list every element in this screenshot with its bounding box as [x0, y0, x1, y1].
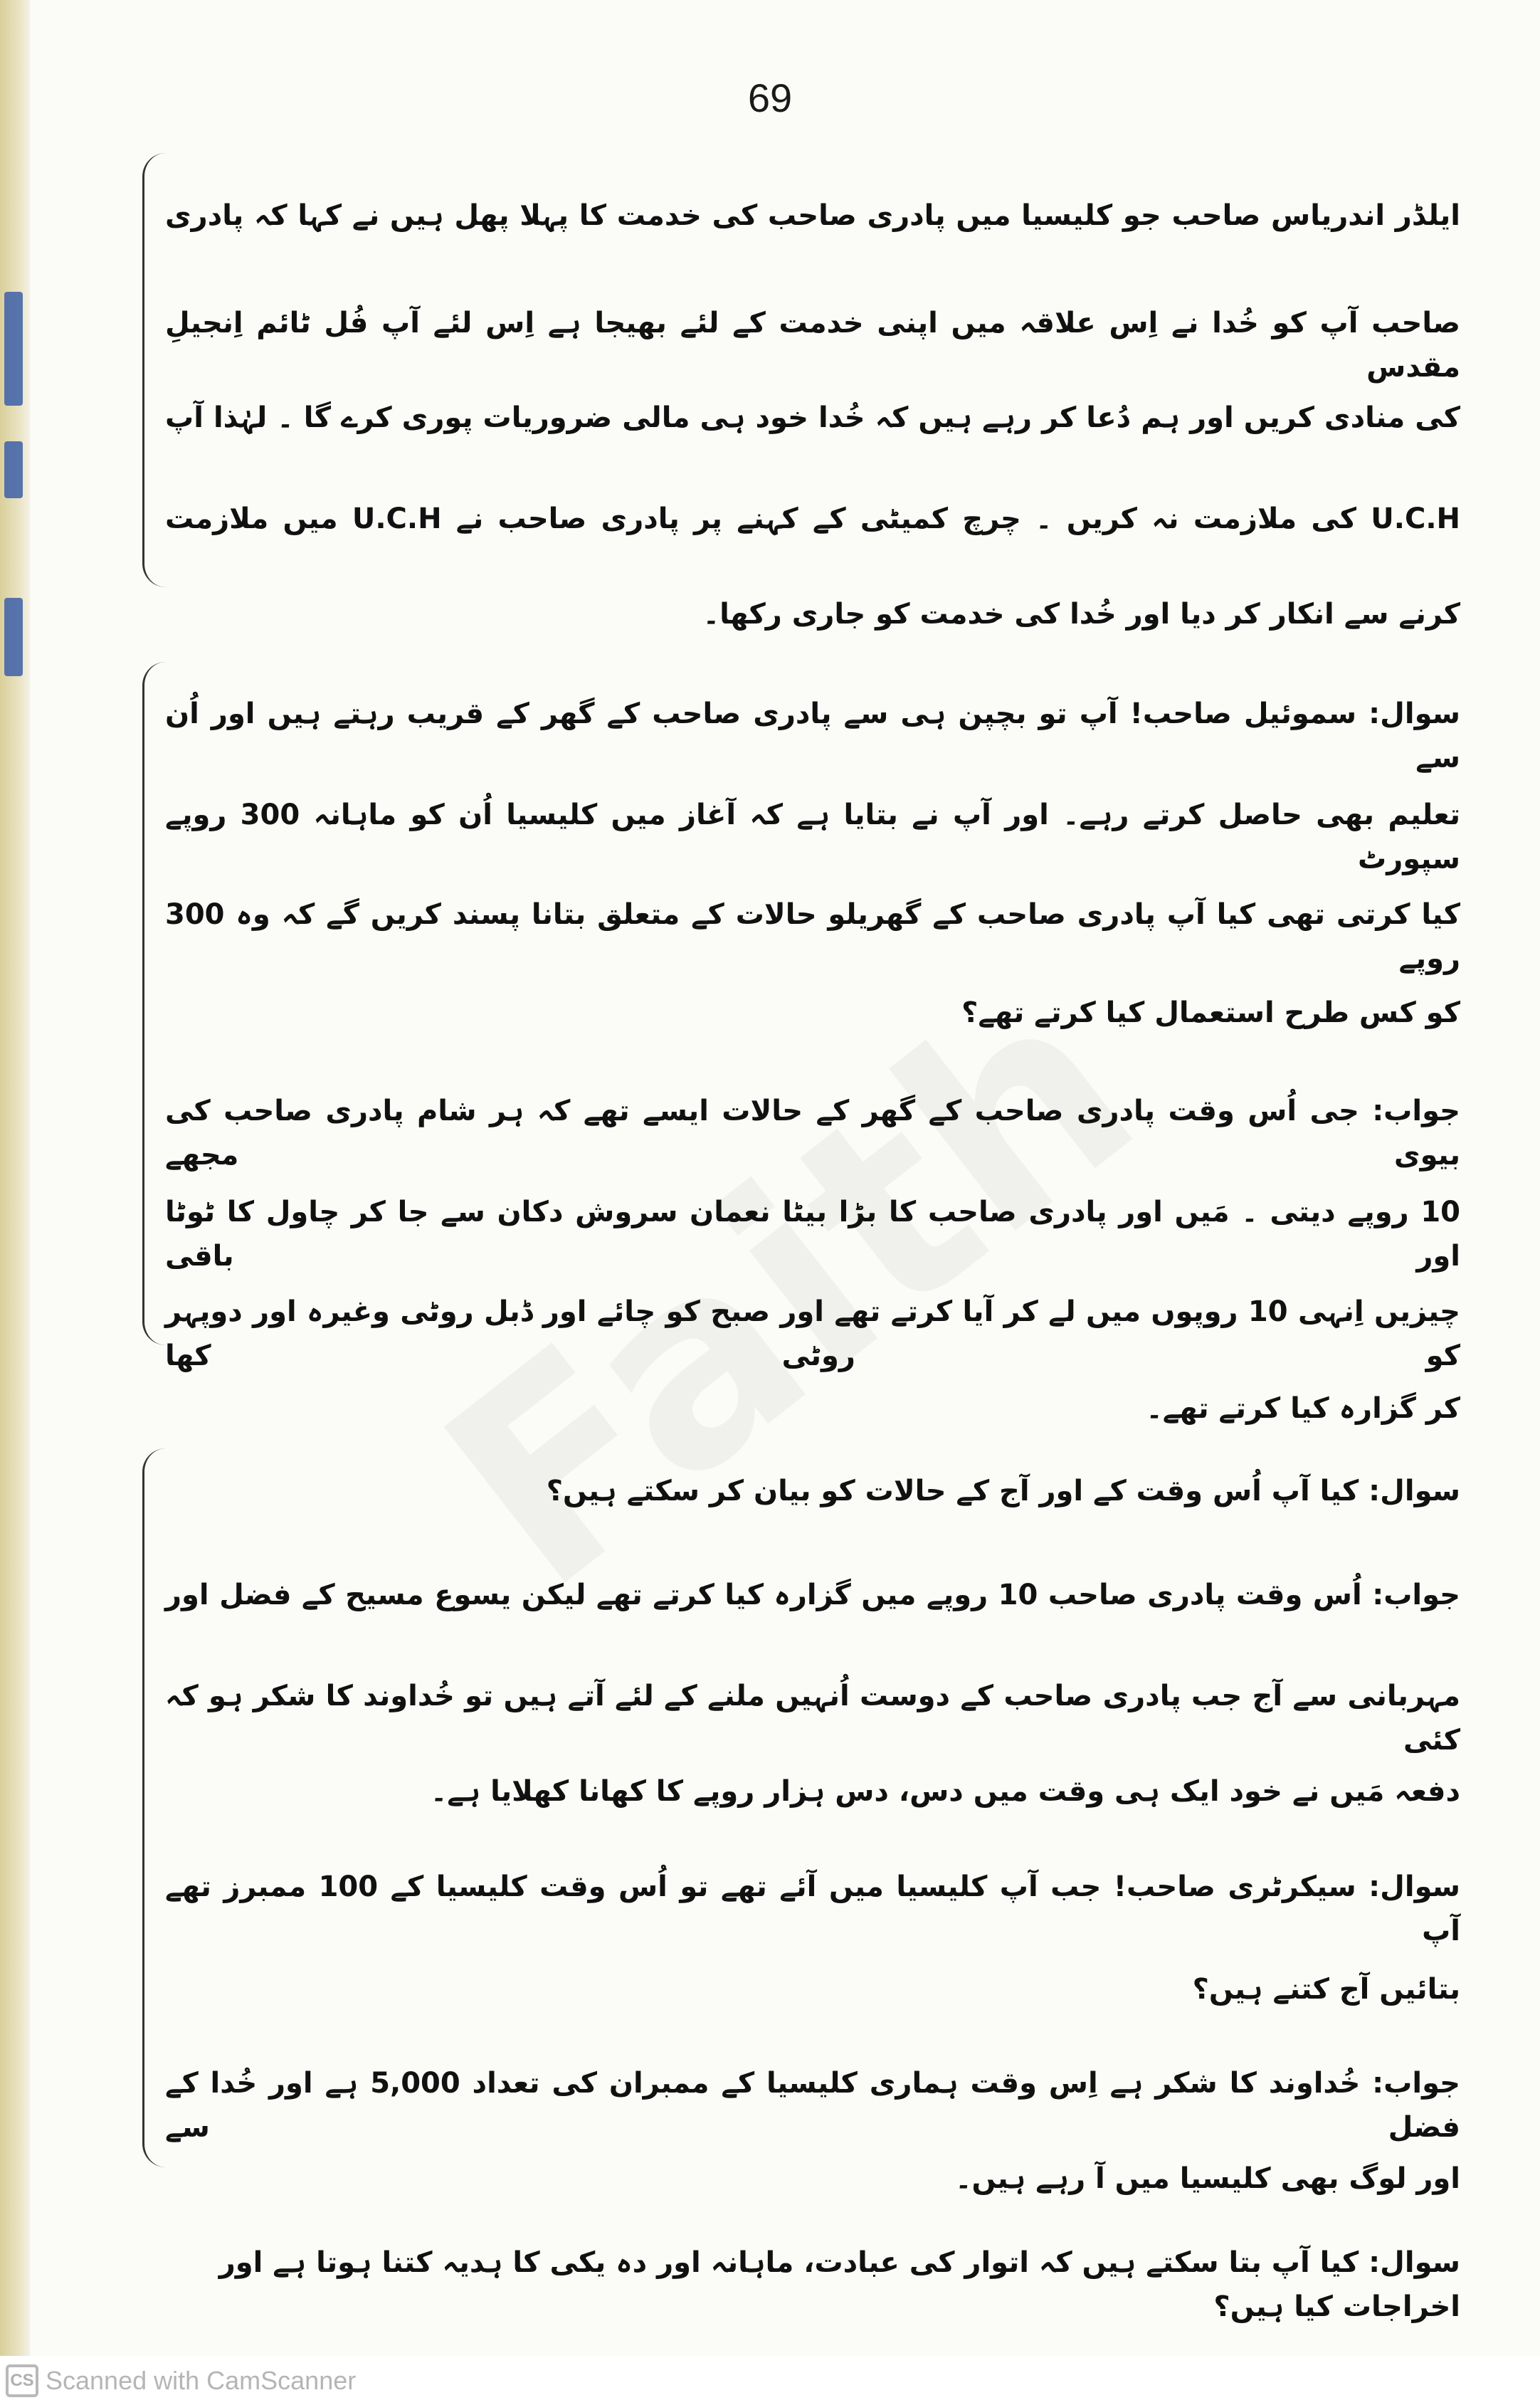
book-spine: [0, 0, 30, 2356]
text-line: صاحب آپ کو خُدا نے اِس علاقہ میں اپنی خدمت کے لئے بھیجا ہے اِس لئے آپ فُل ٹائم اِنجیلِ مقدس: [165, 307, 1460, 384]
answer: جواب: خُداوند کا شکر ہے اِس وقت ہماری کلیسیا کے ممبران کی تعداد 5,000 ہے اور خُدا کے فضل سے: [165, 2067, 1460, 2144]
text-line: بتائیں آج کتنے ہیں؟: [1192, 1973, 1460, 2006]
text-line: کی منادی کریں اور ہم دُعا کر رہے ہیں کہ خُدا خود ہی مالی ضروریات پوری کرے گا ۔ لہٰذا آپ: [165, 401, 1460, 434]
margin-bracket: [142, 153, 166, 587]
text-line: تعلیم بھی حاصل کرتے رہے۔ اور آپ نے بتایا ہے کہ آغاز میں کلیسیا اُن کو ماہانہ 300 روپے سپورٹ: [165, 799, 1460, 875]
text-line: ایلڈر اندریاس صاحب جو کلیسیا میں پادری صاحب کی خدمت کا پہلا پھل ہیں نے کہا کہ پادری: [165, 199, 1460, 232]
text-line: مہربانی سے آج جب پادری صاحب کے دوست اُنہیں ملنے کے لئے آتے ہیں تو خُداوند کا شکر ہو کہ کئی: [165, 1680, 1460, 1757]
text-line: U.C.H کی ملازمت نہ کریں ۔ چرچ کمیٹی کے کہنے پر پادری صاحب نے U.C.H میں ملازمت: [165, 502, 1460, 535]
camscanner-logo-icon: CS: [6, 2364, 38, 2397]
margin-bracket: [142, 662, 166, 1345]
text-line: کرنے سے انکار کر دیا اور خُدا کی خدمت کو جاری رکھا۔: [702, 598, 1460, 631]
spine-mark: [4, 598, 23, 676]
answer: جواب: اُس وقت پادری صاحب 10 روپے میں گزارہ کیا کرتے تھے لیکن یسوع مسیح کے فضل اور: [165, 1579, 1461, 1611]
scanner-footer: [0, 2356, 1540, 2405]
question: سوال: سیکرٹری صاحب! جب آپ کلیسیا میں آئے تھے تو اُس وقت کلیسیا کے 100 ممبرز تھے آپ: [165, 1870, 1460, 1947]
page-number: 69: [747, 75, 793, 120]
margin-bracket: [142, 1448, 166, 2167]
scanner-credit: Scanned with CamScanner: [46, 2365, 357, 2395]
spine-mark: [4, 441, 23, 498]
text-line: کیا کرتی تھی کیا آپ پادری صاحب کے گھریلو حالات کے متعلق بتانا پسند کریں گے کہ وہ 300 روپے: [165, 898, 1460, 975]
text-line: چیزیں اِنہی 10 روپوں میں لے کر آیا کرتے تھے اور صبح کو چائے اور ڈبل روٹی وغیرہ اور دوپہر کو روٹی کھا: [165, 1295, 1461, 1372]
question: سوال: کیا آپ بتا سکتے ہیں کہ اتوار کی عبادت، ماہانہ اور دہ یکی کا ہدیہ کتنا ہوتا ہے اور اخراجات کیا ہیں؟: [218, 2246, 1460, 2323]
text-line: اور لوگ بھی کلیسیا میں آ رہے ہیں۔: [955, 2162, 1460, 2195]
text-line: کو کس طرح استعمال کیا کرتے تھے؟: [961, 996, 1460, 1029]
question: سوال: سموئیل صاحب! آپ تو بچپن ہی سے پادری صاحب کے گھر کے قریب رہتے ہیں اور اُن سے: [165, 698, 1460, 774]
text-line: دفعہ مَیں نے خود ایک ہی وقت میں دس، دس ہزار روپے کا کھانا کھلایا ہے۔: [430, 1775, 1460, 1808]
answer: جواب: جی اُس وقت پادری صاحب کے گھر کے حالات ایسے تھے کہ ہر شام پادری صاحب کی بیوی مجھے: [165, 1095, 1460, 1172]
text-line: کر گزارہ کیا کرتے تھے۔: [1146, 1392, 1460, 1425]
spine-mark: [4, 292, 23, 406]
watermark: [389, 930, 1190, 1647]
text-line: 10 روپے دیتی ۔ مَیں اور پادری صاحب کا بڑا بیٹا نعمان سروش دکان سے جا کر چاول کا ٹوٹا اور باقی: [165, 1196, 1460, 1273]
question: سوال: کیا آپ اُس وقت کے اور آج کے حالات کو بیان کر سکتے ہیں؟: [546, 1475, 1460, 1507]
